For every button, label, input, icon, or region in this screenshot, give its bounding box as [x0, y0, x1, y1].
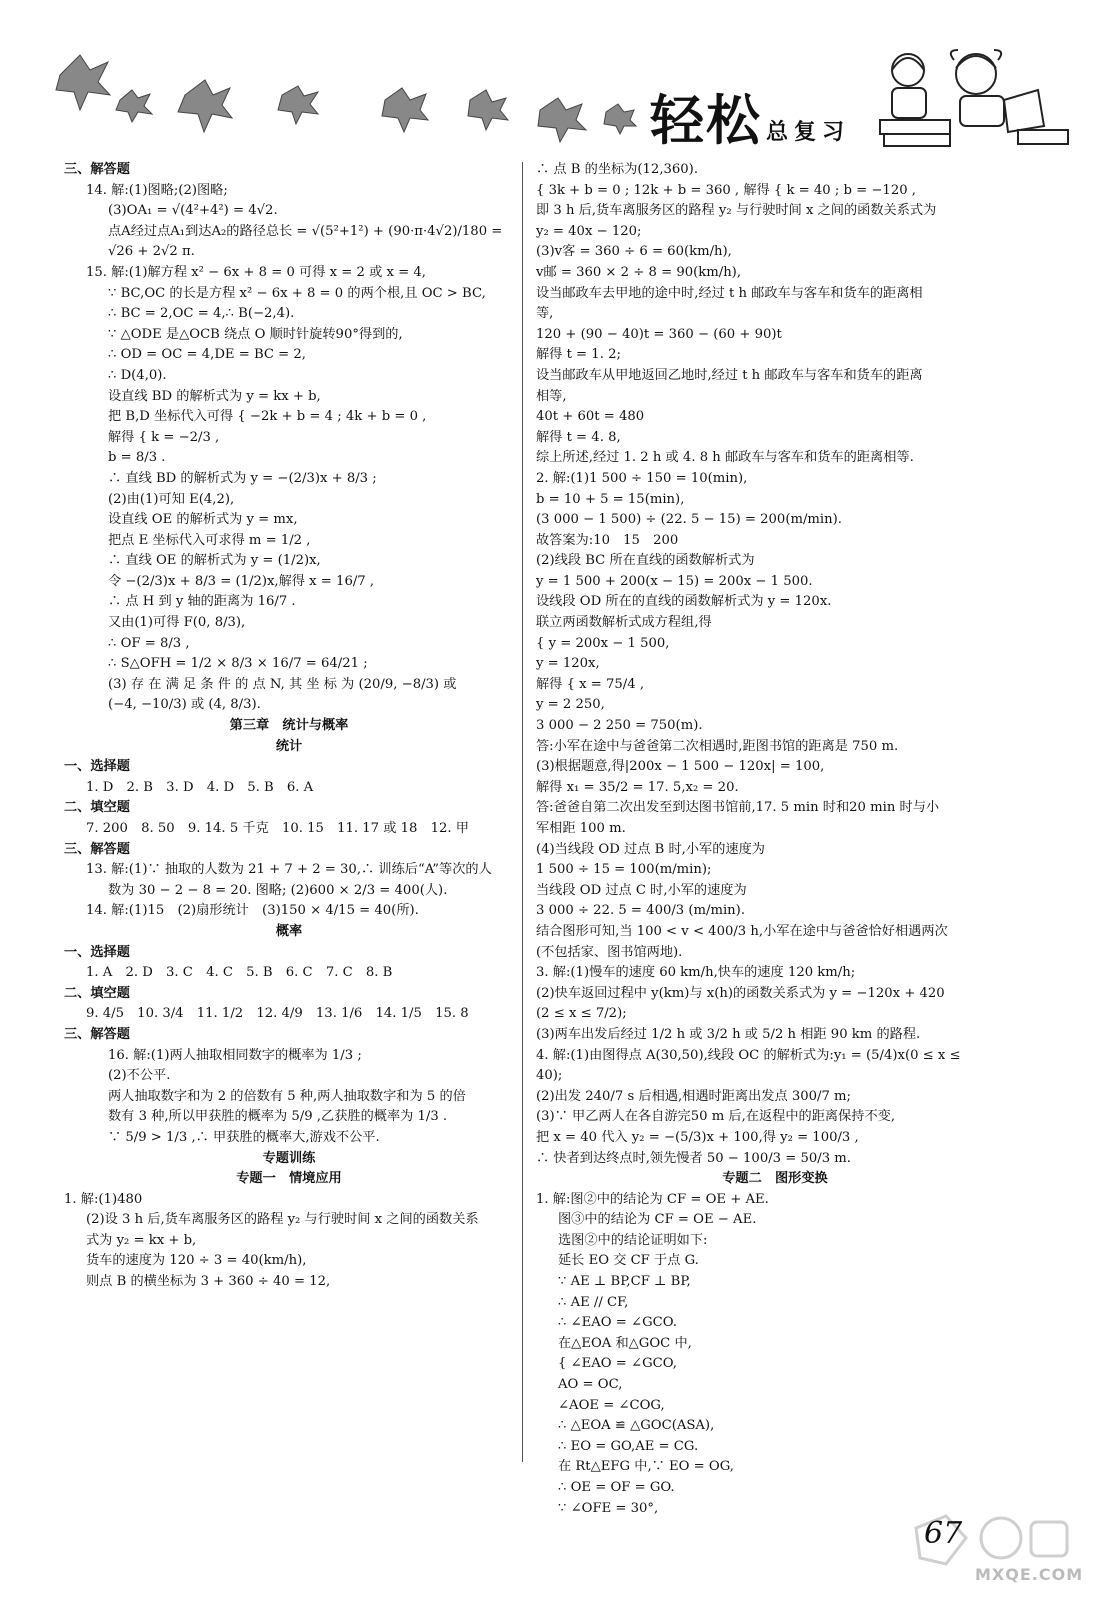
text-line: y₂ = 40x − 120;	[536, 223, 642, 239]
text-line: ∴ EO = GO,AE = CG.	[558, 1438, 699, 1454]
text-line: b = 8/3 .	[108, 450, 166, 466]
text-line: 3 000 ÷ 22. 5 = 400/3 (m/min).	[536, 903, 746, 919]
text-line: b = 10 + 5 = 15(min),	[536, 491, 685, 507]
text-line: 把点 E 坐标代入可求得 m = 1/2 ,	[108, 532, 311, 548]
text-line: (2)不公平.	[108, 1068, 171, 1084]
text-line: 1. 解:图②中的结论为 CF = OE + AE.	[536, 1191, 769, 1207]
text-line: 14. 解:(1)图略;(2)图略;	[86, 182, 228, 198]
text-line: 专题二 图形变换	[722, 1171, 828, 1187]
text-line: 图③中的结论为 CF = OE − AE.	[558, 1212, 757, 1228]
text-line: 设直线 OE 的解析式为 y = mx,	[108, 512, 298, 528]
text-line: 一、选择题	[64, 759, 130, 775]
text-line: 120 + (90 − 40)t = 360 − (60 + 90)t	[536, 326, 782, 342]
text-line: ∠AOE = ∠COG,	[558, 1397, 665, 1413]
text-line: (3 000 − 1 500) ÷ (22. 5 − 15) = 200(m/min).	[536, 512, 842, 528]
text-line: 解得 t = 1. 2;	[536, 347, 621, 363]
text-line: (2 ≤ x ≤ 7/2);	[536, 1006, 627, 1022]
watermark-text: MXQE.COM	[975, 1565, 1084, 1584]
text-line: 又由(1)可得 F(0, 8/3),	[108, 615, 246, 631]
text-line: ∵ 5/9 > 1/3 ,∴ 甲获胜的概率大,游戏不公平.	[108, 1129, 380, 1145]
text-line: 一、选择题	[64, 944, 130, 960]
right-column	[536, 160, 1014, 1519]
text-line: (3) 存 在 满 足 条 件 的 点 N, 其 坐 标 为 (20/9, −8/3) 或	[108, 676, 457, 692]
left-column	[64, 160, 514, 1293]
text-line: 令 −(2/3)x + 8/3 = (1/2)x,解得 x = 16/7 ,	[108, 573, 375, 589]
text-line: AO = OC,	[558, 1377, 623, 1393]
text-line: 1 500 ÷ 15 = 100(m/min);	[536, 862, 712, 878]
text-line: ∴ 快者到达终点时,领先慢者 50 − 100/3 = 50/3 m.	[536, 1150, 851, 1166]
text-line: (不包括家、图书馆两地).	[536, 944, 683, 960]
text-line: (3)v客 = 360 ÷ 6 = 60(km/h),	[536, 244, 732, 260]
text-line: 3. 解:(1)慢车的速度 60 km/h,快车的速度 120 km/h;	[536, 965, 856, 981]
text-line: 7. 200 8. 50 9. 14. 5 千克 10. 15 11. 17 或 18 12. 甲	[86, 821, 469, 836]
text-line: 结合图形可知,当 100 < v < 400/3 h,小军在途中与爸爸恰好相遇两次	[536, 923, 948, 939]
text-line: 在 Rt△EFG 中,∵ EO = OG,	[558, 1459, 734, 1475]
text-line: (−4, −10/3) 或 (4, 8/3).	[108, 697, 261, 713]
text-line: 设线段 OD 所在的直线的函数解析式为 y = 120x.	[536, 594, 832, 610]
text-line: 3 000 − 2 250 = 750(m).	[536, 718, 703, 734]
text-line: 综上所述,经过 1. 2 h 或 4. 8 h 邮政车与客车和货车的距离相等.	[536, 450, 914, 466]
text-line: 选图②中的结论证明如下:	[558, 1232, 708, 1248]
text-line: 解得 x₁ = 35/2 = 17. 5,x₂ = 20.	[536, 779, 739, 795]
text-line: 14. 解:(1)15 (2)扇形统计 (3)150 × 4/15 = 40(所).	[86, 903, 419, 919]
text-line: 三、解答题	[64, 841, 130, 857]
text-line: ∴ AE // CF,	[558, 1294, 629, 1310]
text-line: 40t + 60t = 480	[536, 409, 645, 425]
text-line: 二、填空题	[64, 985, 130, 1001]
text-line: ∴ △EOA ≌ △GOC(ASA),	[558, 1418, 715, 1434]
text-line: 等,	[536, 306, 554, 322]
text-line: ∴ 点 B 的坐标为(12,360).	[536, 162, 699, 177]
brand-small: 总复习	[766, 119, 851, 145]
text-line: ∵ △ODE 是△OCB 绕点 O 顺时针旋转90°得到的,	[108, 326, 403, 342]
text-line: (2)出发 240/7 s 后相遇,相遇时距离出发点 300/7 m;	[536, 1088, 851, 1104]
text-line: 1. A 2. D 3. C 4. C 5. B 6. C 7. C 8. B	[86, 965, 393, 981]
text-line: 在△EOA 和△GOC 中,	[558, 1335, 692, 1351]
text-line: 即 3 h 后,货车离服务区的路程 y₂ 与行驶时间 x 之间的函数关系式为	[536, 203, 937, 219]
text-line: 设当邮政车从甲地返回乙地时,经过 t h 邮政车与客车和货车的距离	[536, 367, 923, 383]
text-line: (3)根据题意,得|200x − 1 500 − 120x| = 100,	[536, 759, 825, 775]
children-reading-illustration	[868, 40, 1078, 150]
text-line: 设直线 BD 的解析式为 y = kx + b,	[108, 388, 321, 404]
text-line: ∴ ∠EAO = ∠GCO.	[558, 1315, 677, 1331]
text-line: 40);	[536, 1068, 563, 1084]
text-line: ∵ BC,OC 的长是方程 x² − 6x + 8 = 0 的两个根,且 OC > BC,	[108, 285, 486, 301]
text-line: 则点 B 的横坐标为 3 + 360 ÷ 40 = 12,	[86, 1274, 331, 1290]
text-line: 15. 解:(1)解方程 x² − 6x + 8 = 0 可得 x = 2 或 x = 4,	[86, 264, 426, 280]
text-line: 数为 30 − 2 − 8 = 20. 图略; (2)600 × 2/3 = 400(人).	[108, 882, 448, 898]
text-line: 2. 解:(1)1 500 ÷ 150 = 10(min),	[536, 470, 748, 486]
text-line: 点A经过点A₁到达A₂的路径总长 = √(5²+1²) + (90·π·4√2)/180 =	[108, 223, 503, 239]
text-line: (2)线段 BC 所在直线的函数解析式为	[536, 553, 755, 569]
text-line: { y = 200x − 1 500,	[536, 635, 670, 651]
text-line: 专题一 情境应用	[236, 1171, 342, 1187]
text-line: 把 B,D 坐标代入可得 { −2k + b = 4 ; 4k + b = 0 ,	[108, 409, 427, 425]
text-line: 答:爸爸自第二次出发至到达图书馆前,17. 5 min 时和20 min 时与小	[536, 800, 940, 816]
text-line: 解得 { x = 75/4 ,	[536, 676, 645, 692]
text-line: 式为 y₂ = kx + b,	[86, 1232, 197, 1248]
text-line: 把 x = 40 代入 y₂ = −(5/3)x + 100,得 y₂ = 100/3 ,	[536, 1129, 859, 1145]
text-line: { ∠EAO = ∠GCO,	[558, 1356, 677, 1372]
text-line: 相等,	[536, 388, 567, 404]
text-line: 当线段 OD 过点 C 时,小军的速度为	[536, 882, 747, 898]
text-line: 解得 t = 4. 8,	[536, 429, 621, 445]
text-line: { 3k + b = 0 ; 12k + b = 360 , 解得 { k = 40 ; b = −120 ,	[536, 182, 916, 198]
text-line: 货车的速度为 120 ÷ 3 = 40(km/h),	[86, 1253, 307, 1269]
text-line: 16. 解:(1)两人抽取相同数字的概率为 1/3 ;	[108, 1047, 362, 1063]
text-line: √26 + 2√2 π.	[108, 244, 195, 260]
text-line: (2)由(1)可知 E(4,2),	[108, 491, 235, 507]
brand-title	[650, 78, 850, 155]
text-line: 故答案为:10 15 200	[536, 532, 679, 548]
text-line: ∴ 直线 BD 的解析式为 y = −(2/3)x + 8/3 ;	[108, 470, 377, 486]
text-line: 解得 { k = −2/3 ,	[108, 429, 220, 445]
page-header	[0, 0, 1097, 160]
text-line: 三、解答题	[64, 162, 130, 177]
text-line: 数有 3 种,所以甲获胜的概率为 5/9 ,乙获胜的概率为 1/3 .	[108, 1109, 448, 1125]
text-line: ∴ 点 H 到 y 轴的距离为 16/7 .	[108, 594, 296, 610]
page-number: 67	[924, 1516, 963, 1551]
brand-big: 轻松	[650, 88, 762, 152]
text-line: (3)两车出发后经过 1/2 h 或 3/2 h 或 5/2 h 相距 90 km 的路程.	[536, 1026, 921, 1042]
text-line: 统计	[275, 738, 303, 754]
text-line: 二、填空题	[64, 800, 130, 816]
text-line: 第三章 统计与概率	[229, 718, 349, 734]
text-line: 4. 解:(1)由图得点 A(30,50),线段 OC 的解析式为:y₁ = (5/4)x(0 ≤ x ≤	[536, 1047, 961, 1063]
text-line: 军相距 100 m.	[536, 821, 626, 836]
text-line: 两人抽取数字和为 2 的倍数有 5 种,两人抽取数字和为 5 的倍	[108, 1088, 466, 1104]
text-line: 1. 解:(1)480	[64, 1191, 143, 1207]
text-line: (3)∵ 甲乙两人在各自游完50 m 后,在返程中的距离保持不变,	[536, 1109, 896, 1125]
text-line: ∴ BC = 2,OC = 4,∴ B(−2,4).	[108, 306, 295, 322]
text-line: ∵ ∠OFE = 30°,	[558, 1500, 659, 1516]
text-line: 13. 解:(1)∵ 抽取的人数为 21 + 7 + 2 = 30,∴ 训练后“A”等次的人	[86, 862, 492, 878]
text-line: ∴ D(4,0).	[108, 367, 167, 383]
text-line: 1. D 2. B 3. D 4. D 5. B 6. A	[86, 779, 314, 795]
text-line: ∴ 直线 OE 的解析式为 y = (1/2)x,	[108, 553, 321, 569]
text-line: ∵ AE ⊥ BP,CF ⊥ BP,	[558, 1274, 691, 1290]
text-line: 联立两函数解析式成方程组,得	[536, 615, 712, 631]
text-line: y = 120x,	[536, 656, 600, 672]
text-line: 答:小军在途中与爸爸第二次相遇时,距图书馆的距离是 750 m.	[536, 738, 899, 754]
text-line: ∴ OE = OF = GO.	[558, 1480, 675, 1495]
text-line: 9. 4/5 10. 3/4 11. 1/2 12. 4/9 13. 1/6 14. 1/5 15. 8	[86, 1006, 469, 1022]
column-divider	[522, 162, 523, 1462]
text-line: 三、解答题	[64, 1026, 130, 1042]
text-line: 延长 EO 交 CF 于点 G.	[558, 1253, 699, 1269]
text-line: y = 1 500 + 200(x − 15) = 200x − 1 500.	[536, 573, 813, 589]
text-line: (4)当线段 OD 过点 B 时,小军的速度为	[536, 841, 765, 857]
text-line: ∴ OD = OC = 4,DE = BC = 2,	[108, 347, 306, 363]
text-line: ∴ S△OFH = 1/2 × 8/3 × 16/7 = 64/21 ;	[108, 656, 368, 672]
text-line: 设当邮政车去甲地的途中时,经过 t h 邮政车与客车和货车的距离相	[536, 285, 923, 301]
text-line: (2)快车返回过程中 y(km)与 x(h)的函数关系式为 y = −120x + 420	[536, 985, 945, 1001]
text-line: (3)OA₁ = √(4²+4²) = 4√2.	[108, 203, 278, 219]
text-line: 概率	[275, 923, 303, 939]
text-line: ∴ OF = 8/3 ,	[108, 635, 190, 651]
text-line: y = 2 250,	[536, 697, 605, 713]
text-line: (2)设 3 h 后,货车离服务区的路程 y₂ 与行驶时间 x 之间的函数关系	[86, 1212, 479, 1228]
text-line: 专题训练	[262, 1150, 316, 1166]
text-line: v邮 = 360 × 2 ÷ 8 = 90(km/h),	[536, 264, 742, 280]
